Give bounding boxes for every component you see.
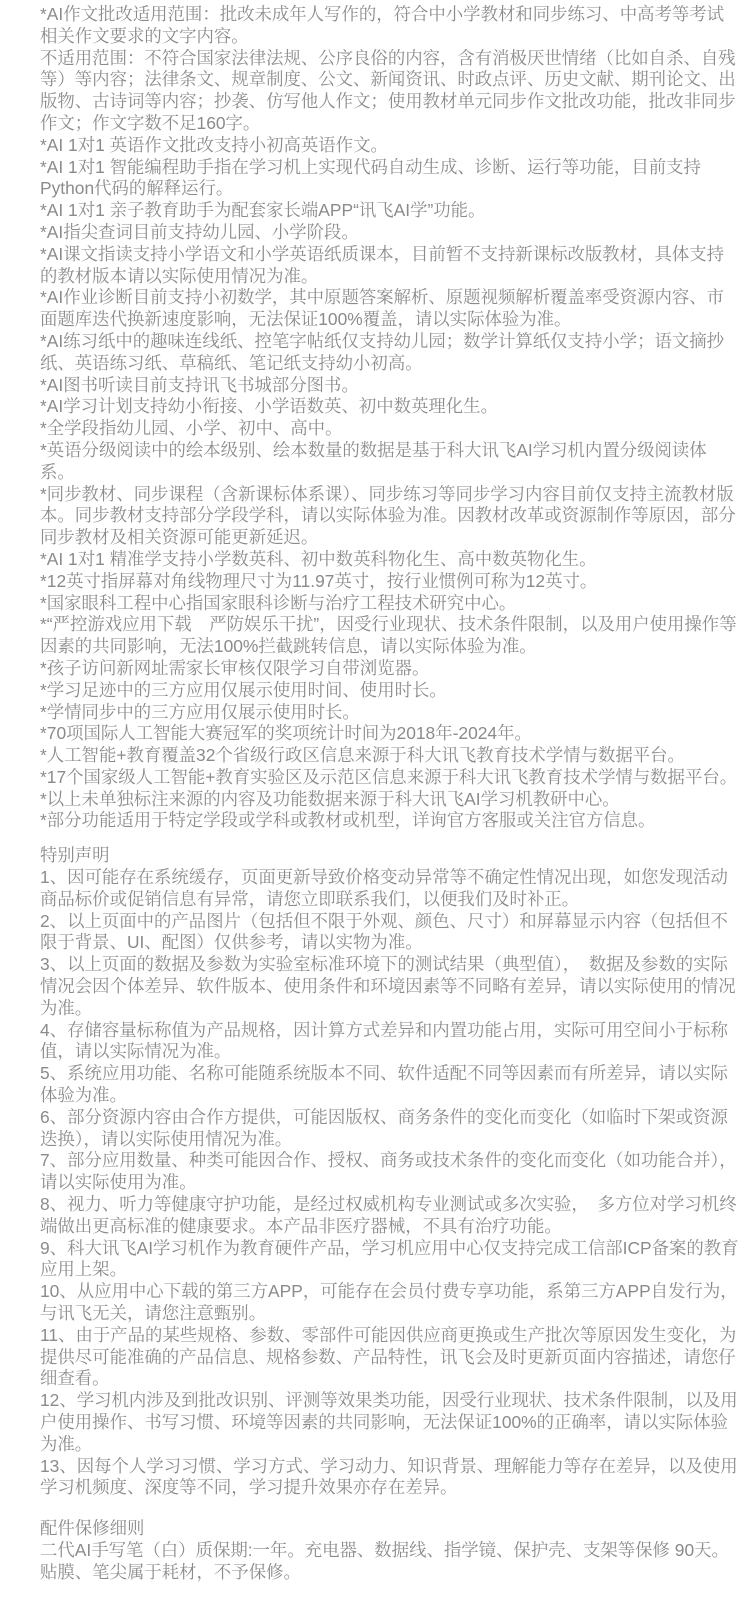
footnote-item: *孩子访问新网址需家长审核仅限学习自带浏览器。 [40,657,430,678]
statement-item: 5、系统应用功能、名称可能随系统版本不同、软件适配不同等因素而有所差异，请以实际体验为准。 [40,1063,728,1106]
special-statement-title: 特别声明 [40,845,110,866]
footnote-item: *学习足迹中的三方应用仅展示使用时间、使用时长。 [40,679,447,700]
special-statement-section [40,845,740,1499]
statement-item: 4、存储容量标称值为产品规格，因计算方式差异和内置功能占用，实际可用空间小于标称值，请以实际情况为准。 [40,1019,728,1062]
warranty-title: 配件保修细则 [40,1518,145,1539]
warranty-section [40,1518,740,1583]
footnote-item: *AI指尖查词目前支持幼儿园、小学阶段。 [40,221,359,242]
footnote-item: 不适用范围：不符合国家法律法规、公序良俗的内容，含有消极厌世情绪（比如自杀、自残等）等内容；法律条文、规章制度、公文、新闻资讯、时政点评、历史文献、期刊论文、出版物、古诗词等内容；抄袭、仿写他人作文；使用教材单元同步作文批改功能，批改非同步作文；作文字数不足160字。 [40,47,736,133]
footnote-item: *AI作文批改适用范围：批改未成年人写作的，符合中小学教材和同步练习、中高考等考试相关作文要求的文字内容。 [40,4,725,46]
statement-item: 7、部分应用数量、种类可能因合作、授权、商务或技术条件的变化而变化（如功能合并），请以实际使用为准。 [40,1150,737,1193]
footnote-item: *17个国家级人工智能+教育实验区及示范区信息来源于科大讯飞教育技术学情与数据平台。 [40,766,738,787]
footnote-item: *AI作业诊断目前支持小初数学，其中原题答案解析、原题视频解析覆盖率受资源内容、市面题库迭代换新速度影响，无法保证100%覆盖，请以实际体验为准。 [40,287,725,330]
footnote-item: *AI图书听读目前支持讯飞书城部分图书。 [40,374,359,395]
footnote-item: *AI练习纸中的趣味连线纸、控笔字帖纸仅支持幼儿园；数学计算纸仅支持小学；语文摘抄纸、英语练习纸、草稿纸、笔记纸支持幼小初高。 [40,330,725,373]
statement-item: 11、由于产品的某些规格、参数、零部件可能因供应商更换或生产批次等原因发生变化，为提供尽可能准确的产品信息、规格参数、产品特性，讯飞会及时更新页面内容描述，请您仔细查看。 [40,1324,737,1389]
statement-item: 6、部分资源内容由合作方提供，可能因版权、商务条件的变化而变化（如临时下架或资源迭换），请以实际使用情况为准。 [40,1106,728,1149]
footnote-item: *“严控游戏应用下载 严防娱乐干扰”，因受行业现状、技术条件限制，以及用户使用操作等因素的共同影响，无法100%拦截跳转信息，请以实际体验为准。 [40,614,737,657]
footnote-item: *英语分级阅读中的绘本级别、绘本数量的数据是基于科大讯飞AI学习机内置分级阅读体系。 [40,439,707,482]
footnote-item: *全学段指幼儿园、小学、初中、高中。 [40,418,343,439]
footnotes-section [40,4,740,832]
footnote-item: *AI 1对1 英语作文批改支持小初高英语作文。 [40,134,388,155]
statement-item: 10、从应用中心下载的第三方APP，可能存在会员付费专享功能，系第三方APP自发行为，与讯飞无关，请您注意甄别。 [40,1281,738,1324]
footnote-item: *国家眼科工程中心指国家眼科诊断与治疗工程技术研究中心。 [40,592,517,613]
statement-item: 3、以上页面的数据及参数为实验室标准环境下的测试结果（典型值）， 数据及参数的实际情况会因个体差异、软件版本、使用条件和环境因素等不同略有差异，请以实际使用的情况为准。 [40,954,736,1018]
warranty-text: 二代AI手写笔（白）质保期:一年。充电器、数据线、指学镜、保护壳、支架等保修 90天。贴膜、笔尖属于耗材，不予保修。 [40,1539,729,1582]
footnote-item: *AI 1对1 精准学支持小学数英科、初中数英科物化生、高中数英物化生。 [40,548,597,569]
footnote-item: *AI课文指读支持小学语文和小学英语纸质课本，目前暂不支持新课标改版教材，具体支持的教材版本请以实际使用情况为准。 [40,243,725,286]
footnote-item: *学情同步中的三方应用仅展示使用时长。 [40,701,360,722]
footnote-item: *70项国际人工智能大赛冠军的奖项统计时间为2018年-2024年。 [40,723,532,744]
statement-item: 9、科大讯飞AI学习机作为教育硬件产品，学习机应用中心仅支持完成工信部ICP备案的教育应用上架。 [40,1237,739,1280]
footnote-item: *部分功能适用于特定学段或学科或教材或机型，详询官方客服或关注官方信息。 [40,810,656,831]
footnote-item: *AI学习计划支持幼小衔接、小学语数英、初中数英理化生。 [40,396,498,417]
footnote-item: *12英寸指屏幕对角线物理尺寸为11.97英寸，按行业惯例可称为12英寸。 [40,570,598,591]
footnote-item: *人工智能+教育覆盖32个省级行政区信息来源于科大讯飞教育技术学情与数据平台。 [40,745,685,766]
footnote-item: *AI 1对1 亲子教育助手为配套家长端APP“讯飞AI学”功能。 [40,200,486,221]
footnote-item: *以上未单独标注来源的内容及功能数据来源于科大讯飞AI学习机教研中心。 [40,788,620,809]
statement-item: 8、视力、听力等健康守护功能，是经过权威机构专业测试或多次实验， 多方位对学习机终端做出更高标准的健康要求。本产品非医疗器械，不具有治疗功能。 [40,1194,737,1236]
statement-item: 12、学习机内涉及到批改识别、评测等效果类功能，因受行业现状、技术条件限制，以及用户使用操作、书写习惯、环境等因素的共同影响，无法保证100%的正确率，请以实际体验为准。 [40,1390,738,1454]
statement-item: 1、因可能存在系统缓存，页面更新导致价格变动异常等不确定性情况出现，如您发现活动商品标价或促销信息有异常，请您立即联系我们，以便我们及时补正。 [40,867,728,909]
statement-item: 13、因每个人学习习惯、学习方式、学习动力、知识背景、理解能力等存在差异，以及使用学习机频度、深度等不同，学习提升效果亦存在差异。 [40,1455,738,1498]
footnote-item: *同步教材、同步课程（含新课标体系课）、同步练习等同步学习内容目前仅支持主流教材版本。同步教材支持部分学段学科，请以实际体验为准。因教材改革或资源制作等原因，部分同步教材及相关资源可能更新延迟。 [40,483,736,548]
footnote-item: *AI 1对1 智能编程助手指在学习机上实现代码自动生成、诊断、运行等功能，目前支持Python代码的解释运行。 [40,156,701,199]
statement-item: 2、以上页面中的产品图片（包括但不限于外观、颜色、尺寸）和屏幕显示内容（包括但不限于背景、UI、配图）仅供参考，请以实物为准。 [40,910,728,953]
